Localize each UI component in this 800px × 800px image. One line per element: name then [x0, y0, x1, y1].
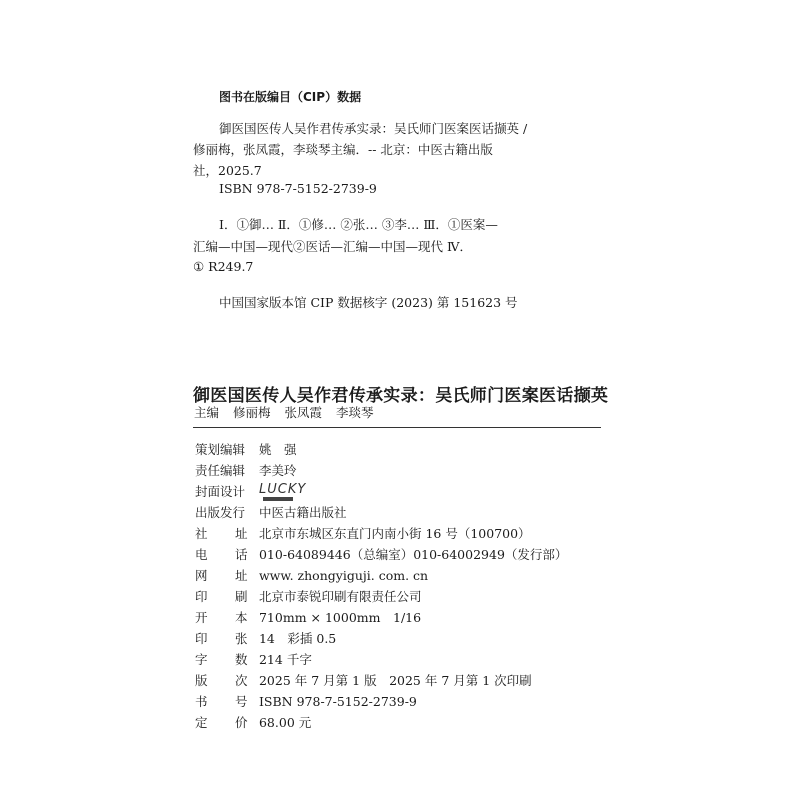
- pub-row-printer: [195, 587, 422, 605]
- pub-row-isbn: [195, 692, 417, 710]
- divider: [193, 427, 601, 428]
- pub-label: 印 刷: [195, 589, 248, 604]
- pub-value: 010-64089446（总编室）010-64002949（发行部）: [258, 547, 568, 562]
- pub-row-price: [195, 713, 311, 731]
- cip-record-number: 中国国家版本馆 CIP 数据核字 (2023) 第 151623 号: [219, 295, 518, 310]
- pub-row-responsible-editor: [195, 461, 297, 479]
- pub-label: 版 次: [195, 673, 248, 688]
- pub-row-format: [195, 608, 421, 626]
- pub-row-sheets: [195, 629, 336, 647]
- pub-label: 责任编辑: [195, 463, 246, 478]
- editor-label: 主编: [194, 405, 220, 420]
- pub-label: 印 张: [195, 631, 248, 646]
- pub-row-cover-design: [195, 481, 307, 501]
- pub-label: 书 号: [195, 694, 248, 709]
- pub-row-address: [195, 524, 531, 542]
- pub-value: 李美玲: [258, 463, 297, 478]
- pub-label: 网 址: [195, 568, 248, 583]
- cip-classification: ① R249.7: [193, 259, 254, 274]
- pub-value: 北京市泰锐印刷有限责任公司: [258, 589, 422, 604]
- cip-line: 社，2025.7: [193, 163, 262, 178]
- pub-value: 姚 强: [258, 442, 297, 457]
- pub-value: 北京市东城区东直门内南小街 16 号（100700）: [258, 526, 531, 541]
- cip-classification: Ⅰ．①御… Ⅱ．①修… ②张… ③李… Ⅲ．①医案—: [219, 217, 498, 232]
- pub-label: 开 本: [195, 610, 248, 625]
- editor-name: 李琰琴: [336, 405, 374, 420]
- pub-label: 出版发行: [195, 505, 246, 520]
- pub-value: 710mm × 1000mm 1/16: [258, 610, 422, 625]
- designer-logo: [258, 481, 307, 501]
- pub-value: 中医古籍出版社: [258, 505, 347, 520]
- cip-heading: 图书在版编目（CIP）数据: [219, 90, 362, 104]
- designer-logo-bar: [263, 497, 293, 501]
- pub-row-edition: [195, 671, 532, 689]
- pub-value: 2025 年 7 月第 1 版 2025 年 7 月第 1 次印刷: [258, 673, 532, 688]
- pub-label: 封面设计: [195, 484, 246, 499]
- pub-value: www. zhongyiguji. com. cn: [258, 568, 429, 583]
- pub-label: 电 话: [195, 547, 248, 562]
- pub-row-word-count: [195, 650, 312, 668]
- pub-value: ISBN 978-7-5152-2739-9: [258, 694, 417, 709]
- cip-isbn: ISBN 978-7-5152-2739-9: [219, 181, 377, 196]
- pub-label: 社 址: [195, 526, 248, 541]
- editor-name: 张凤霞: [284, 405, 323, 420]
- editor-name: 修丽梅: [233, 405, 271, 420]
- cip-line: 御医国医传人吴作君传承实录：吴氏师门医案医话撷英 /: [219, 121, 528, 136]
- pub-row-phone: [195, 545, 567, 563]
- cip-classification: 汇编—中国—现代②医话—汇编—中国—现代 Ⅳ．: [193, 239, 472, 254]
- book-title: 御医国医传人吴作君传承实录：吴氏师门医案医话撷英: [193, 386, 609, 406]
- pub-value: 14 彩插 0.5: [258, 631, 337, 646]
- pub-row-planning-editor: [195, 440, 297, 458]
- pub-row-publisher: [195, 503, 347, 521]
- pub-label: 字 数: [195, 652, 248, 667]
- pub-value: 68.00 元: [258, 715, 312, 730]
- pub-value: 214 千字: [258, 652, 312, 667]
- cip-line: 修丽梅，张凤霞，李琰琴主编．-- 北京：中医古籍出版: [193, 142, 493, 157]
- pub-label: 定 价: [195, 715, 248, 730]
- pub-row-website: [195, 566, 428, 584]
- editors-line: [194, 403, 384, 421]
- designer-logo-text: LUCKY: [258, 481, 307, 497]
- pub-label: 策划编辑: [195, 442, 246, 457]
